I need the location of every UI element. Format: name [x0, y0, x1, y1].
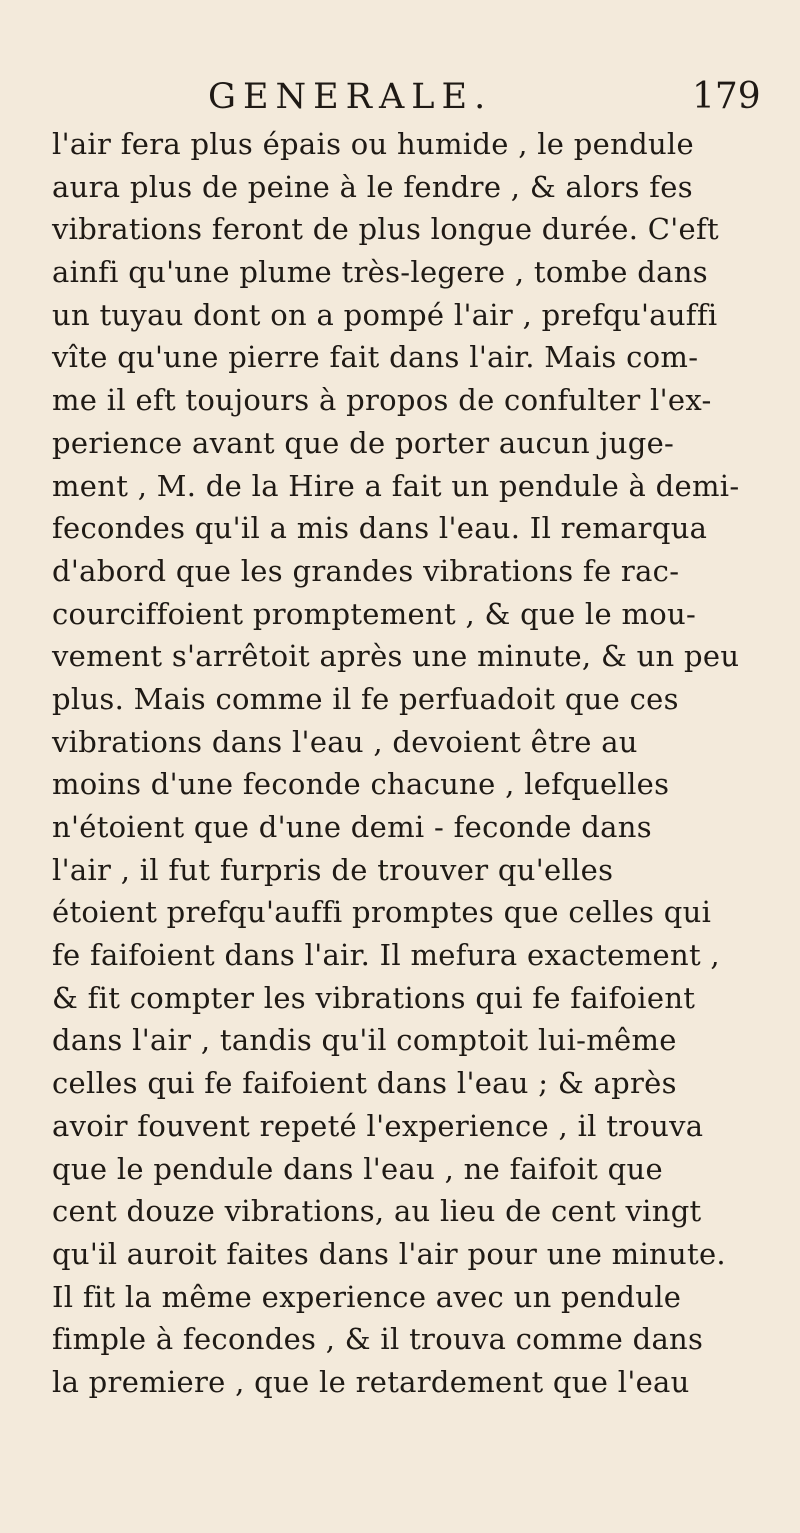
- text-line: dans l'air , tandis qu'il comptoit lui-même: [52, 1023, 677, 1058]
- text-line: ment , M. de la Hire a fait un pendule à demi-: [52, 468, 740, 503]
- text-line: perience avant que de porter aucun juge-: [52, 425, 675, 460]
- text-line: me il eft toujours à propos de confulter l'ex-: [52, 383, 712, 418]
- text-line: n'étoient que d'une demi - feconde dans: [52, 810, 652, 844]
- body-text: [52, 123, 768, 1404]
- text-line: avoir fouvent repeté l'experience , il trouva: [52, 1108, 704, 1143]
- text-line: la premiere , que le retardement que l'eau: [52, 1364, 690, 1399]
- text-line: qu'il auroit faites dans l'air pour une minute.: [52, 1236, 726, 1271]
- text-line: courciffoient promptement , & que le mou-: [52, 596, 697, 631]
- text-line: Il fit la même experience avec un pendule: [52, 1279, 682, 1314]
- page-header: [0, 74, 800, 120]
- text-line: fimple à fecondes , & il trouva comme dans: [52, 1322, 704, 1357]
- text-line: vibrations dans l'eau , devoient être au: [52, 724, 638, 759]
- text-line: que le pendule dans l'eau , ne faifoit que: [52, 1151, 663, 1186]
- text-line: moins d'une feconde chacune , lefquelles: [52, 767, 670, 802]
- text-line: cent douze vibrations, au lieu de cent vingt: [52, 1194, 702, 1229]
- page-number: 179: [692, 76, 761, 117]
- running-head: GENERALE.: [208, 77, 493, 117]
- text-line: fe faifoient dans l'air. Il mefura exactement ,: [52, 938, 720, 973]
- text-line: vement s'arrêtoit après une minute, & un peu: [52, 639, 740, 674]
- text-line: d'abord que les grandes vibrations fe rac-: [52, 553, 680, 588]
- text-line: vibrations feront de plus longue durée. C'eft: [52, 212, 719, 247]
- text-line: étoient prefqu'auffi promptes que celles qui: [52, 895, 712, 930]
- text-line: aura plus de peine à le fendre , & alors fes: [52, 169, 693, 204]
- text-line: l'air , il fut furpris de trouver qu'elles: [52, 852, 614, 887]
- text-line: celles qui fe faifoient dans l'eau ; & après: [52, 1066, 677, 1101]
- text-line: plus. Mais comme il fe perfuadoit que ces: [52, 681, 679, 716]
- text-line: l'air fera plus épais ou humide , le pendule: [52, 127, 694, 161]
- text-line: fecondes qu'il a mis dans l'eau. Il remarqua: [52, 511, 708, 546]
- text-line: ainfi qu'une plume très-legere , tombe dans: [52, 255, 708, 290]
- text-line: & fit compter les vibrations qui fe faifoient: [52, 980, 696, 1015]
- text-line: vîte qu'une pierre fait dans l'air. Mais com-: [52, 340, 699, 375]
- text-line: un tuyau dont on a pompé l'air , prefqu'auffi: [52, 297, 718, 332]
